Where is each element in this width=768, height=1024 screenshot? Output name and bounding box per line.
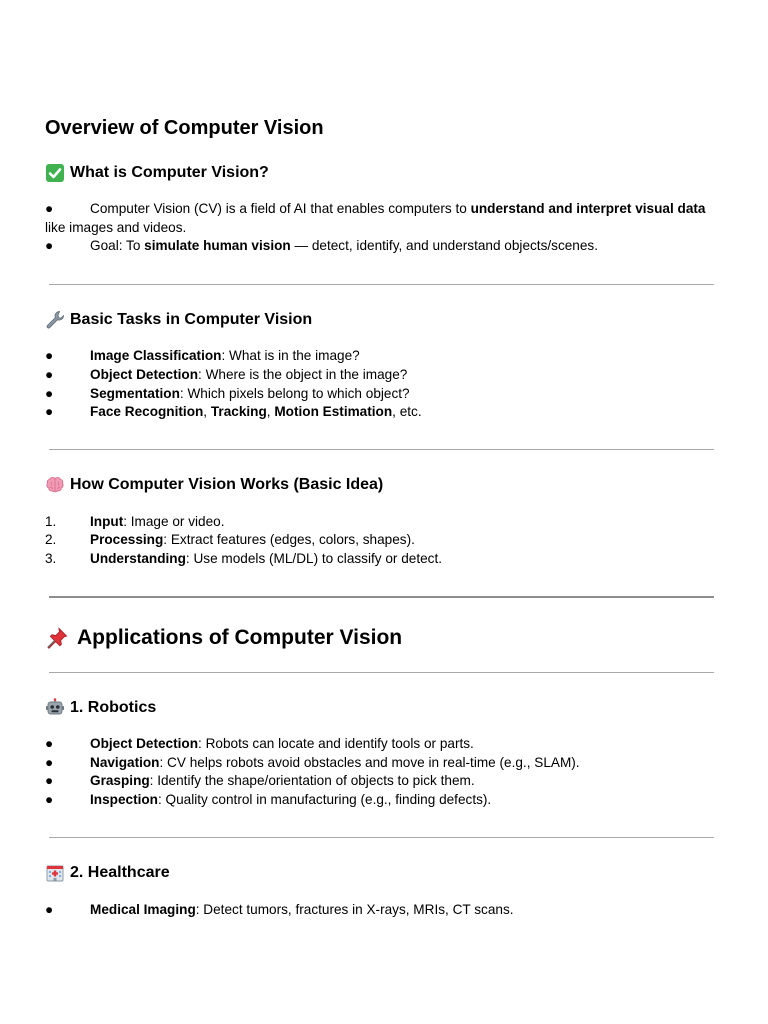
page-title: Overview of Computer Vision [45,117,324,139]
list-item-text [90,791,491,810]
bullet-marker: ● [45,201,54,216]
list-item-plain: , [203,404,211,419]
list-item [0,366,768,385]
list-item-plain: , etc. [392,404,422,419]
list-item [0,200,768,219]
list-item-text [90,901,514,920]
list-item-bold: Grasping [90,773,150,788]
pushpin-emoji-icon [45,626,71,650]
list-item-bold: Object Detection [90,736,199,751]
list-item-bold: Segmentation [90,386,180,401]
bullet-marker: ● [45,773,54,788]
list-item-plain: : What is in the image? [221,348,360,363]
list-item-plain: , [266,404,275,419]
list-item-plain: : Which pixels belong to which object? [179,386,410,401]
bullet-marker: ● [45,386,54,401]
list-item-plain: : Quality control in manufacturing (e.g., finding defects). [157,792,492,807]
horizontal-divider [49,596,714,598]
list-item-text [90,200,705,219]
list-item-bold: Face Recognition [90,404,204,419]
list-item-plain: : Identify the shape/orientation of objects to pick them. [149,773,475,788]
bullet-marker: ● [45,736,54,751]
section-heading-basic-tasks [45,310,312,330]
list-item-bold: Motion Estimation [274,404,393,419]
list-item [0,550,768,569]
list-item-text [90,237,598,256]
bullet-marker: ● [45,404,54,419]
section-heading-what-is [45,163,269,183]
list-item [0,754,768,773]
list-item-text [90,385,410,404]
robot-emoji-icon [45,698,67,718]
list-item-bold: Understanding [90,551,186,566]
bullet-marker: ● [45,348,54,363]
list-item-bold: Image Classification [90,348,222,363]
list-item-wrap-text: like images and videos. [45,220,187,235]
horizontal-divider [49,672,714,673]
check-mark-emoji-icon [45,163,67,183]
list-item-bold: Object Detection [90,367,199,382]
list-item-text [90,550,442,569]
bullet-marker: ● [45,792,54,807]
list-item-text [90,772,475,791]
number-marker: 3. [45,551,57,566]
number-marker: 1. [45,514,57,529]
section-heading-text: 1. Robotics [70,699,157,716]
section-heading-text: Applications of Computer Vision [77,626,403,649]
list-item-bold: simulate human vision [144,238,291,253]
list-item-plain: — detect, identify, and understand objects/scenes. [290,238,599,253]
horizontal-divider [49,837,714,838]
section-heading-healthcare [45,863,170,883]
list-item-plain: : Detect tumors, fractures in X-rays, MRIs, CT scans. [195,902,514,917]
list-item-text [90,347,360,366]
list-item [0,791,768,810]
section-heading-how-works [45,475,383,495]
bullet-marker: ● [45,238,54,253]
list-item-bold: Input [90,514,124,529]
list-item-bold: understand and interpret visual data [470,201,706,216]
section-heading-robotics [45,698,156,718]
bullet-marker: ● [45,367,54,382]
list-item [0,403,768,422]
list-item-bold: Processing [90,532,164,547]
horizontal-divider [49,284,714,285]
bullet-marker: ● [45,902,54,917]
list-item-plain: : Image or video. [123,514,225,529]
list-item [0,531,768,550]
list-item [0,772,768,791]
number-marker: 2. [45,532,57,547]
section-heading-text: How Computer Vision Works (Basic Idea) [70,476,384,493]
section-heading-text: 2. Healthcare [70,864,170,881]
section-heading-text: What is Computer Vision? [70,164,269,181]
list-item-bold: Navigation [90,755,160,770]
list-item [0,237,768,256]
list-item-plain: : Where is the object in the image? [198,367,408,382]
bullet-marker: ● [45,755,54,770]
brain-emoji-icon [45,475,67,495]
list-item-plain: Computer Vision (CV) is a field of AI that enables computers to [90,201,471,216]
list-item-text [90,531,415,550]
section-heading-applications [45,626,402,650]
list-item-bold: Tracking [210,404,267,419]
section-heading-text: Basic Tasks in Computer Vision [70,311,313,328]
list-item-plain: : CV helps robots avoid obstacles and move in real-time (e.g., SLAM). [159,755,580,770]
list-item-text [90,403,422,422]
list-item-plain: Goal: To [90,238,145,253]
wrench-emoji-icon [45,310,67,330]
list-item-plain: : Robots can locate and identify tools or parts. [198,736,474,751]
hospital-emoji-icon [45,863,67,883]
list-item-bold: Medical Imaging [90,902,196,917]
list-item [0,347,768,366]
list-item [0,735,768,754]
list-item [0,385,768,404]
list-item-text [90,754,580,773]
list-item-text [90,735,474,754]
list-item [0,901,768,920]
list-item-plain: : Extract features (edges, colors, shapes). [163,532,415,547]
list-item-bold: Inspection [90,792,158,807]
list-item-text [90,366,407,385]
list-item [0,513,768,532]
list-item-plain: : Use models (ML/DL) to classify or detect. [185,551,443,566]
horizontal-divider [49,449,714,450]
list-item-text [90,513,224,532]
